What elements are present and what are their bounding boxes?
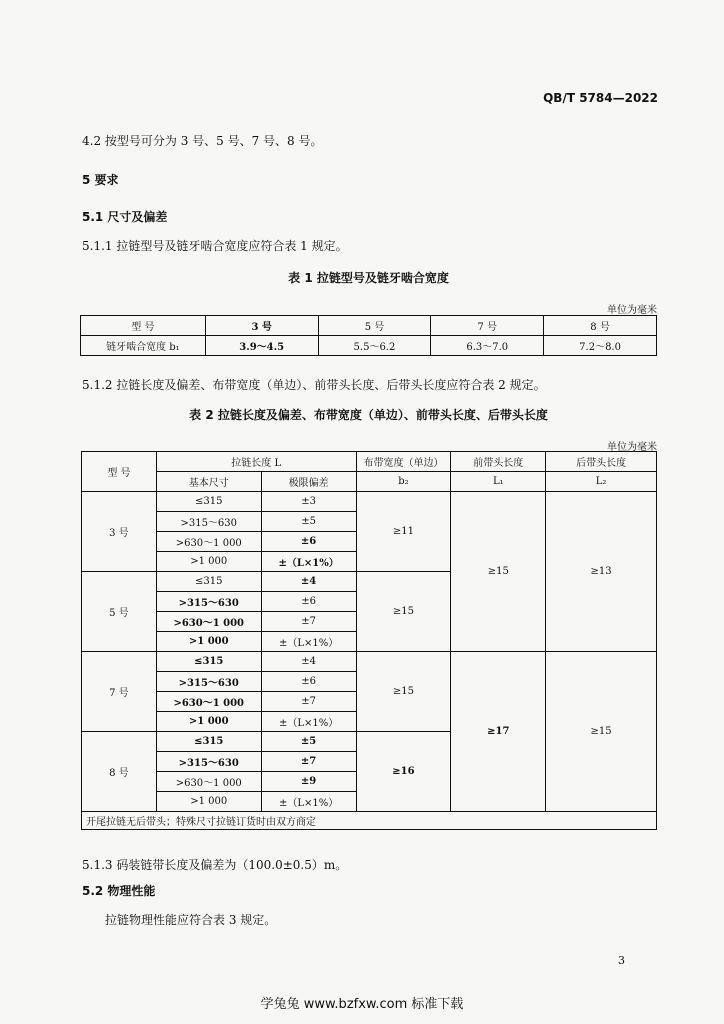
table-cell: ±（L×1%） — [261, 712, 356, 732]
table-cell: ±7 — [261, 752, 356, 772]
model-cell: 5 号 — [82, 572, 157, 652]
table-row — [82, 812, 657, 830]
table1-caption: 表 1 拉链型号及链牙啮合宽度 — [288, 271, 449, 285]
table-cell: 5.5～6.2 — [318, 336, 431, 356]
table-cell: ±7 — [261, 612, 356, 632]
zipper-model-table — [80, 315, 657, 356]
table-cell: 链牙啮合宽度 b₁ — [81, 336, 206, 356]
clause-5-1-3: 5.1.3 码装链带长度及偏差为（100.0±0.5）m。 — [82, 858, 348, 872]
table-cell: 5 号 — [318, 316, 431, 336]
clause-5-1-1: 5.1.1 拉链型号及链牙啮合宽度应符合表 1 规定。 — [82, 239, 348, 253]
clause-5-2: 拉链物理性能应符合表 3 规定。 — [105, 913, 277, 927]
table-cell: >315～630 — [156, 752, 261, 772]
table-cell: ±（L×1%） — [261, 792, 356, 812]
table-cell: 型 号 — [81, 316, 206, 336]
table-cell: >1 000 — [156, 712, 261, 732]
zipper-length-table — [81, 451, 657, 830]
table-cell: >315～630 — [156, 672, 261, 692]
section-5-2-heading: 5.2 物理性能 — [82, 884, 156, 898]
table2-caption: 表 2 拉链长度及偏差、布带宽度（单边）、前带头长度、后带头长度 — [189, 408, 548, 422]
table1-unit: 单位为毫米 — [607, 305, 657, 316]
clause-5-1-2: 5.1.2 拉链长度及偏差、布带宽度（单边）、前带头长度、后带头长度应符合表 2 规定。 — [82, 378, 546, 392]
section-5-1-heading: 5.1 尺寸及偏差 — [82, 210, 168, 224]
table-cell: ±5 — [261, 512, 356, 532]
table-row — [81, 336, 657, 356]
table-cell: ±3 — [261, 492, 356, 512]
table-row — [81, 316, 657, 336]
table-header: L₁ — [451, 472, 546, 492]
table-header: 极限偏差 — [261, 472, 356, 492]
table-cell: >630～1 000 — [156, 612, 261, 632]
table-cell: ±4 — [261, 572, 356, 592]
table-cell: >630～1 000 — [156, 532, 261, 552]
table-cell: >630～1 000 — [156, 772, 261, 792]
tape-width-cell: ≥16 — [356, 732, 451, 812]
table-header: 拉链长度 L — [156, 452, 356, 472]
table-cell: ±6 — [261, 672, 356, 692]
standard-code: QB/T 5784—2022 — [543, 91, 658, 105]
tape-width-cell: ≥15 — [356, 572, 451, 652]
front-length-cell: ≥17 — [451, 652, 546, 812]
model-cell: 3 号 — [82, 492, 157, 572]
table-cell: >315～630 — [156, 592, 261, 612]
table-cell: ±9 — [261, 772, 356, 792]
table-cell: ≤315 — [156, 652, 261, 672]
table-row — [82, 472, 657, 492]
table-header: 型 号 — [82, 452, 157, 492]
rear-length-cell: ≥15 — [546, 652, 657, 812]
rear-length-cell: ≥13 — [546, 492, 657, 652]
tape-width-cell: ≥15 — [356, 652, 451, 732]
table-cell: ±（L×1%） — [261, 632, 356, 652]
table-header: 前带头长度 — [451, 452, 546, 472]
table-cell: 7.2～8.0 — [544, 336, 657, 356]
table-note: 开尾拉链无后带头；特殊尺寸拉链订货时由双方商定 — [82, 812, 657, 830]
table-cell: ≤315 — [156, 492, 261, 512]
table-cell: >630～1 000 — [156, 692, 261, 712]
table-header: 后带头长度 — [546, 452, 657, 472]
footer-watermark: 学兔兔 www.bzfxw.com 标准下载 — [260, 997, 464, 1012]
table-cell: ±（L×1%） — [261, 552, 356, 572]
table-row — [82, 492, 657, 512]
model-cell: 7 号 — [82, 652, 157, 732]
table-cell: ±7 — [261, 692, 356, 712]
table-cell: 8 号 — [544, 316, 657, 336]
table-header: b₂ — [356, 472, 451, 492]
table2-unit: 单位为毫米 — [607, 442, 657, 453]
table-cell: ±6 — [261, 592, 356, 612]
table-cell: >1 000 — [156, 632, 261, 652]
table-cell: >1 000 — [156, 792, 261, 812]
tape-width-cell: ≥11 — [356, 492, 451, 572]
table-header: L₂ — [546, 472, 657, 492]
model-cell: 8 号 — [82, 732, 157, 812]
front-length-cell: ≥15 — [451, 492, 546, 652]
page-number: 3 — [618, 954, 625, 967]
table-cell: >315～630 — [156, 512, 261, 532]
table-cell: 3 号 — [205, 316, 318, 336]
table-cell: ±5 — [261, 732, 356, 752]
table-cell: >1 000 — [156, 552, 261, 572]
table-cell: ≤315 — [156, 732, 261, 752]
table-cell: ≤315 — [156, 572, 261, 592]
table-row — [82, 652, 657, 672]
table-cell: 6.3～7.0 — [431, 336, 544, 356]
section-5-heading: 5 要求 — [82, 173, 119, 187]
table-cell: ±4 — [261, 652, 356, 672]
table-header: 布带宽度（单边） — [356, 452, 451, 472]
table-cell: 3.9～4.5 — [205, 336, 318, 356]
table-cell: 7 号 — [431, 316, 544, 336]
table-row — [82, 452, 657, 472]
table-cell: ±6 — [261, 532, 356, 552]
clause-4-2: 4.2 按型号可分为 3 号、5 号、7 号、8 号。 — [82, 134, 323, 148]
table-header: 基本尺寸 — [156, 472, 261, 492]
